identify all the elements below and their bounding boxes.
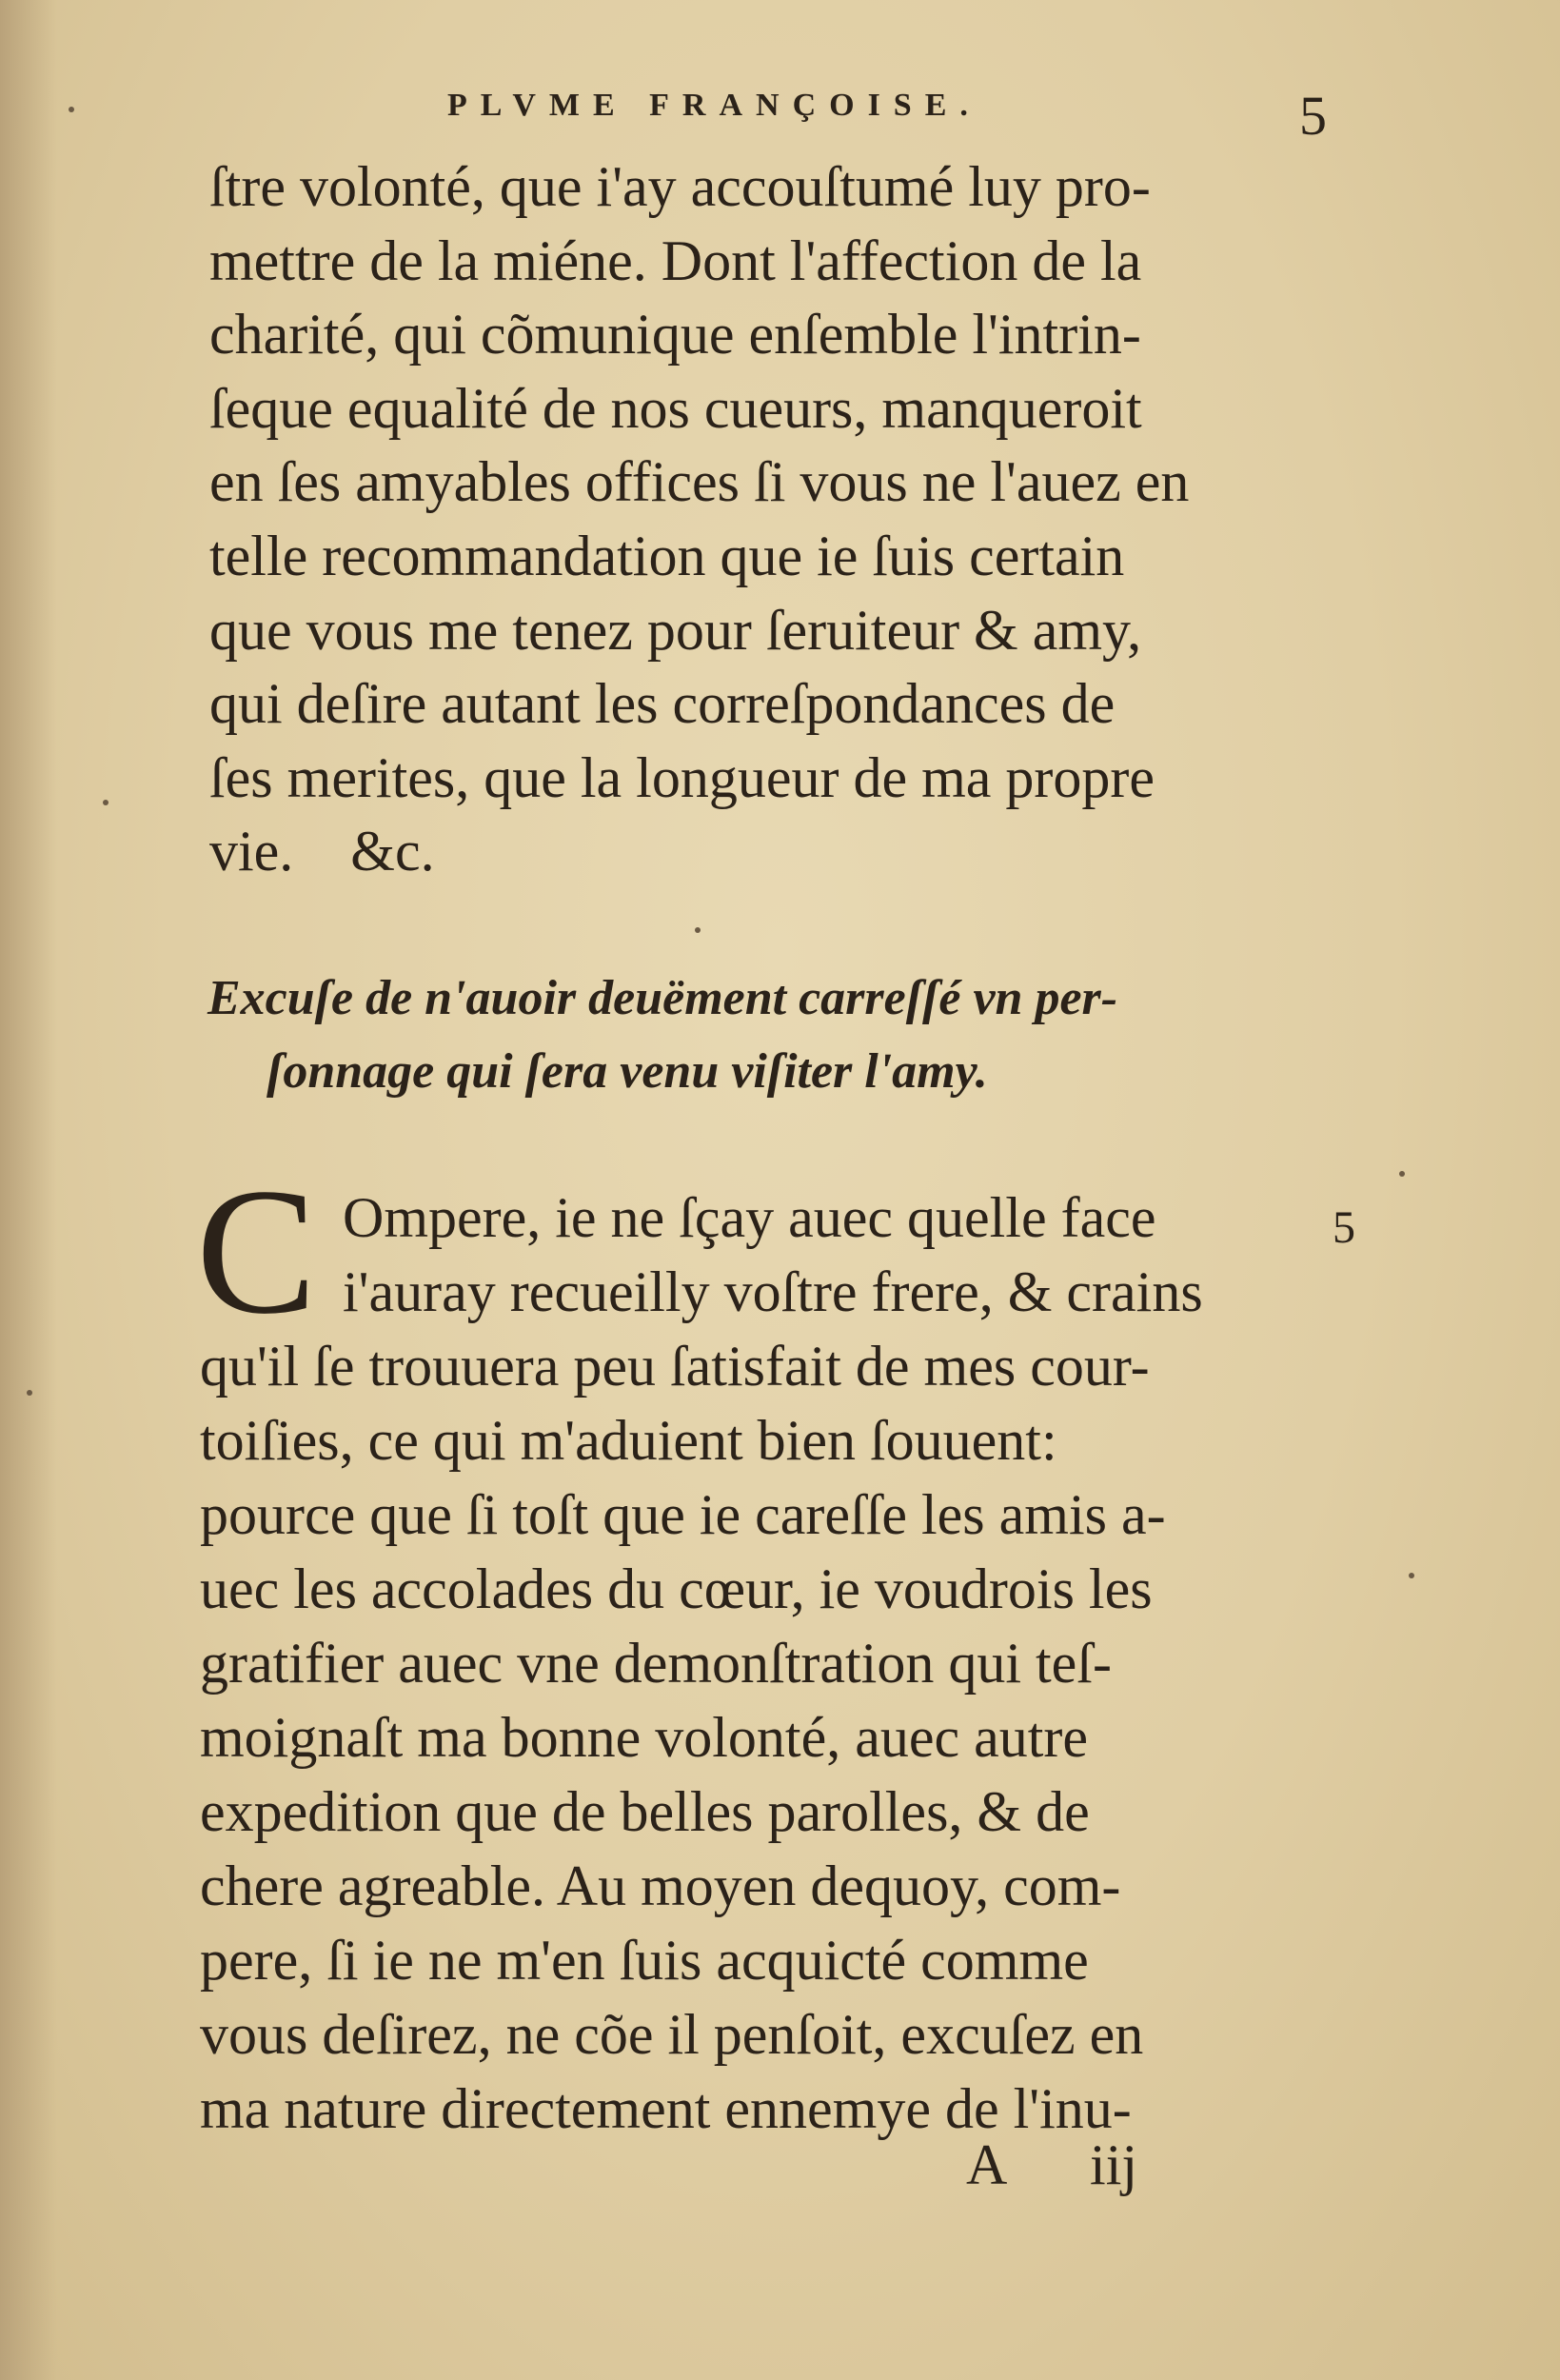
text-line: toiſies, ce qui m'aduient bien ſouuent: — [200, 1409, 1057, 1472]
text-line: en ſes amyables offices ſi vous ne l'auez en — [209, 450, 1190, 514]
text-line: gratifier auec vne demonſtration qui teſ- — [200, 1632, 1112, 1695]
text-line: charité, qui cõmunique enſemble l'intrin- — [209, 303, 1141, 367]
text-line: moignaſt ma bonne volonté, auec autre — [200, 1706, 1089, 1769]
page-number: 5 — [1299, 85, 1327, 147]
text-line: pource que ſi toſt que ie careſſe les amis a- — [200, 1483, 1166, 1546]
text-line: ſtre volonté, que i'ay accouſtumé luy pro- — [209, 155, 1151, 218]
continued-paragraph — [209, 150, 1333, 889]
text-line: qu'il ſe trouuera peu ſatisfait de mes cour- — [200, 1335, 1150, 1398]
text-line: pere, ſi ie ne m'en ſuis acquicté comme — [200, 1929, 1089, 1992]
text-line: uec les accolades du cœur, ie voudrois les — [200, 1557, 1153, 1620]
text-line: ſeque equalité de nos cueurs, manqueroit — [209, 376, 1142, 440]
text-line: chere agreable. Au moyen dequoy, com- — [200, 1854, 1121, 1917]
page-gutter-shadow — [0, 0, 57, 2380]
drop-cap: C — [196, 1152, 317, 1352]
section-heading — [207, 962, 1331, 1108]
letter-body — [200, 1180, 1333, 2146]
text-line: expedition que de belles parolles, & de — [200, 1780, 1090, 1843]
margin-mark: 5 — [1333, 1202, 1355, 1253]
ink-speck — [69, 107, 74, 112]
text-line: vie. &c. — [209, 820, 435, 883]
ink-speck — [695, 927, 701, 933]
running-head: PLVME FRANÇOISE. — [447, 88, 981, 123]
ink-speck — [27, 1390, 32, 1396]
text-line: ſes merites, que la longueur de ma propre — [209, 745, 1155, 809]
heading-line: ſonnage qui ſera venu viſiter l'amy. — [267, 1044, 988, 1099]
text-line: ma nature directement ennemye de l'inu- — [200, 2077, 1132, 2140]
heading-line: Excuſe de n'auoir deuëment carreſſé vn per- — [207, 971, 1118, 1025]
ink-speck — [1409, 1573, 1414, 1578]
text-line: i'auray recueilly voſtre frere, & crains — [343, 1260, 1203, 1323]
text-line: que vous me tenez pour ſeruiteur & amy, — [209, 598, 1142, 662]
signature-mark: A iij — [966, 2133, 1138, 2196]
ink-speck — [103, 800, 109, 805]
ink-speck — [1399, 1171, 1405, 1177]
text-line: telle recommandation que ie ſuis certain — [209, 524, 1125, 587]
text-line: vous deſirez, ne cõe il penſoit, excuſez en — [200, 2003, 1144, 2066]
text-line: mettre de la miéne. Dont l'affection de la — [209, 228, 1142, 292]
text-line: Ompere, ie ne ſçay auec quelle face — [343, 1186, 1156, 1249]
text-line: qui deſire autant les correſpondances de — [209, 672, 1116, 736]
